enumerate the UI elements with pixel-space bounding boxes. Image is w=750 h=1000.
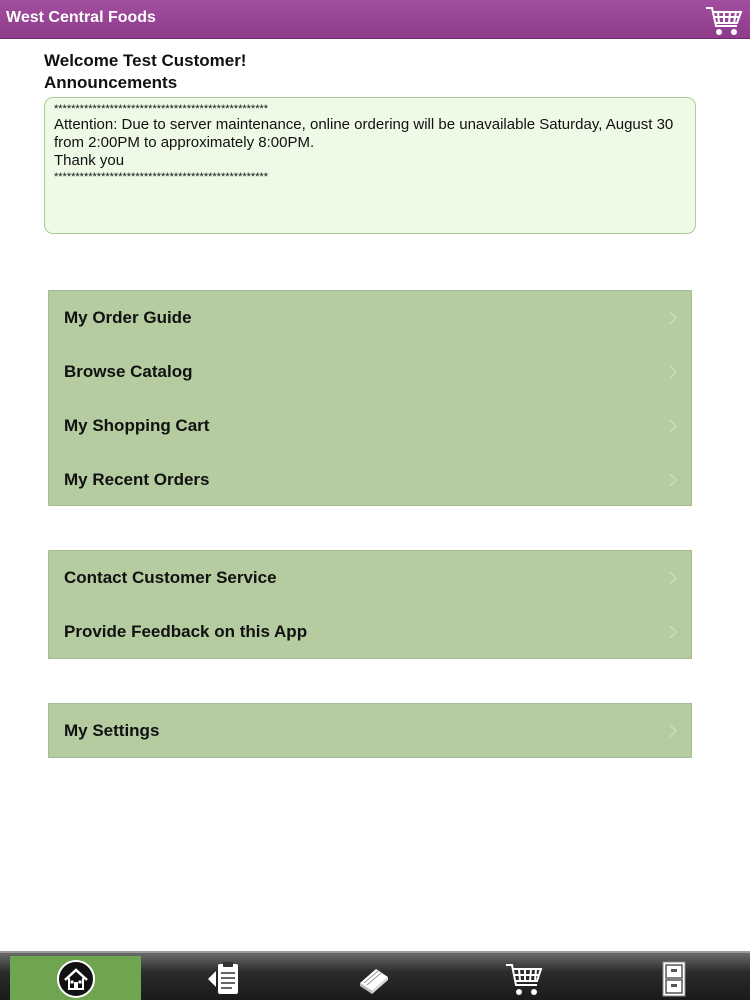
- chevron-right-icon: [667, 625, 679, 639]
- menu-item-label: My Recent Orders: [64, 470, 210, 489]
- menu-item-label: My Shopping Cart: [64, 416, 210, 435]
- book-icon: [354, 959, 394, 999]
- chevron-right-icon: [667, 419, 679, 433]
- file-cabinet-icon: [654, 959, 694, 999]
- menu-group-support: [48, 550, 692, 659]
- menu-item-contact-customer-service[interactable]: [49, 551, 691, 605]
- tab-shopping-cart[interactable]: [458, 956, 590, 1000]
- app-title: West Central Foods: [6, 9, 156, 26]
- announcement-box: [44, 97, 696, 234]
- menu-item-browse-catalog[interactable]: [49, 345, 691, 399]
- tab-home[interactable]: [10, 956, 141, 1000]
- top-bar: [0, 0, 750, 39]
- clipboard-icon: [204, 959, 244, 999]
- menu-item-label: Browse Catalog: [64, 362, 193, 381]
- menu-item-my-settings[interactable]: [49, 704, 691, 758]
- menu-item-order-guide[interactable]: [49, 291, 691, 345]
- cart-icon: [504, 959, 544, 999]
- announcement-thanks: Thank you: [54, 152, 125, 169]
- cart-icon: [704, 4, 744, 37]
- menu-item-label: Provide Feedback on this App: [64, 622, 308, 641]
- menu-item-recent-orders[interactable]: [49, 453, 691, 507]
- chevron-right-icon: [667, 571, 679, 585]
- menu-item-shopping-cart[interactable]: [49, 399, 691, 453]
- home-icon: [56, 959, 96, 999]
- chevron-right-icon: [667, 473, 679, 487]
- announcement-body: Attention: Due to server maintenance, online ordering will be unavailable Saturday, August 30 from 2:00PM to approximately 8:00PM.: [54, 116, 674, 151]
- tab-catalog[interactable]: [308, 956, 440, 1000]
- menu-item-label: My Settings: [64, 721, 160, 740]
- tab-recent-orders[interactable]: [608, 956, 740, 1000]
- announcement-divider-top: **************************************************: [54, 103, 269, 115]
- menu-item-provide-feedback[interactable]: [49, 605, 691, 659]
- header-cart-button[interactable]: [704, 4, 744, 37]
- menu-item-label: My Order Guide: [64, 308, 192, 327]
- bottom-tab-bar: [0, 951, 750, 1000]
- announcement-divider-bottom: **************************************************: [54, 171, 269, 183]
- chevron-right-icon: [667, 365, 679, 379]
- chevron-right-icon: [667, 724, 679, 738]
- welcome-message: Welcome Test Customer!: [44, 51, 247, 70]
- menu-group-ordering: [48, 290, 692, 506]
- announcements-heading: Announcements: [44, 73, 178, 92]
- chevron-right-icon: [667, 311, 679, 325]
- tab-order-guide[interactable]: [158, 956, 290, 1000]
- menu-group-settings: [48, 703, 692, 758]
- menu-item-label: Contact Customer Service: [64, 568, 277, 587]
